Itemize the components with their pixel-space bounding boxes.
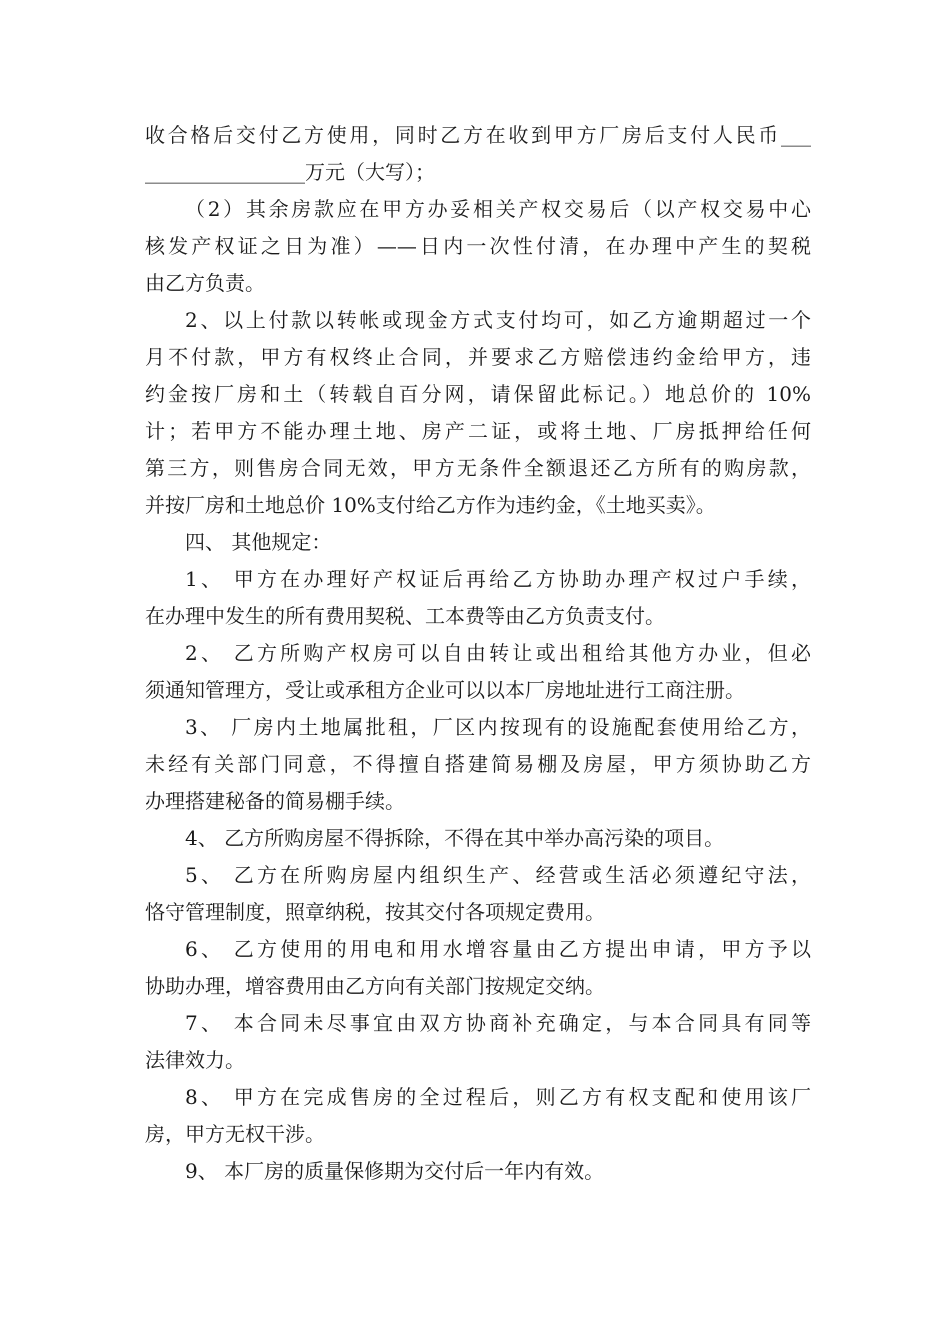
text-line: 在办理中发生的所有费用契税、工本费等由乙方负责支付。 (145, 604, 665, 628)
text-line: 恪守管理制度，照章纳税，按其交付各项规定费用。 (145, 900, 605, 924)
text-line: 协助办理，增容费用由乙方向有关部门按规定交纳。 (145, 974, 605, 998)
text-line: 计；若甲方不能办理土地、房产二证，或将土地、厂房抵押给任何 (145, 419, 811, 443)
text-line: 5、 乙方在所购房屋内组织生产、经营或生活必须遵纪守法， (185, 863, 811, 887)
text-line: 7、 本合同未尽事宜由双方协商补充确定，与本合同具有同等 (185, 1011, 811, 1035)
text-line: 收合格后交付乙方使用，同时乙方在收到甲方厂房后支付人民币___ (145, 123, 811, 147)
text-line: 约金按厂房和土（转载自百分网，请保留此标记。）地总价的 10% (145, 382, 811, 406)
text-line: （2）其余房款应在甲方办妥相关产权交易后（以产权交易中心 (185, 197, 811, 221)
text-line: 4、 乙方所购房屋不得拆除，不得在其中举办高污染的项目。 (185, 826, 725, 850)
text-line: 9、 本厂房的质量保修期为交付后一年内有效。 (185, 1159, 605, 1183)
text-line: 8、 甲方在完成售房的全过程后，则乙方有权支配和使用该厂 (185, 1085, 811, 1109)
text-line: 办理搭建秘备的简易棚手续。 (145, 789, 405, 813)
text-line: 6、 乙方使用的用电和用水增容量由乙方提出申请，甲方予以 (185, 937, 811, 961)
text-line: 法律效力。 (145, 1048, 245, 1072)
text-line: ________________万元（大写）； (145, 160, 435, 184)
text-line: 四、 其他规定： (185, 530, 332, 554)
text-line: 2、 乙方所购产权房可以自由转让或出租给其他方办业，但必 (185, 641, 811, 665)
document-page (145, 117, 811, 1190)
text-line: 1、 甲方在办理好产权证后再给乙方协助办理产权过户手续， (185, 567, 811, 591)
text-line: 并按厂房和土地总价 10%支付给乙方作为违约金，《土地买卖》。 (145, 493, 716, 517)
text-line: 月不付款，甲方有权终止合同，并要求乙方赔偿违约金给甲方，违 (145, 345, 811, 369)
text-line: 核发产权证之日为准）——日内一次性付清，在办理中产生的契税 (145, 234, 811, 258)
text-line: 2、以上付款以转帐或现金方式支付均可，如乙方逾期超过一个 (185, 308, 811, 332)
text-line: 由乙方负责。 (145, 271, 265, 295)
text-line: 第三方，则售房合同无效，甲方无条件全额退还乙方所有的购房款， (145, 456, 811, 480)
text-line: 须通知管理方，受让或承租方企业可以以本厂房地址进行工商注册。 (145, 678, 745, 702)
text-line: 3、 厂房内土地属批租，厂区内按现有的设施配套使用给乙方， (185, 715, 811, 739)
text-line: 未经有关部门同意，不得擅自搭建简易棚及房屋，甲方须协助乙方 (145, 752, 811, 776)
text-line: 房，甲方无权干涉。 (145, 1122, 325, 1146)
